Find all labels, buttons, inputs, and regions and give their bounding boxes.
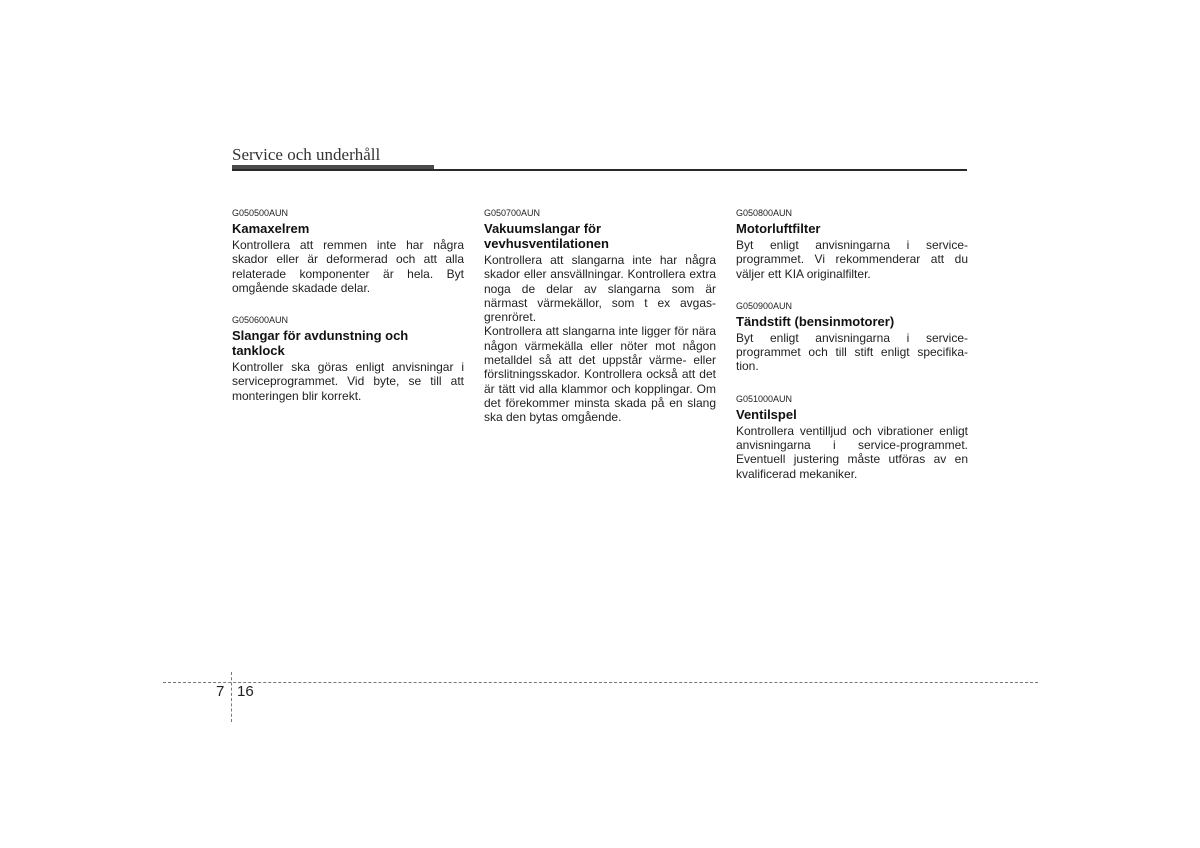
section-code: G050600AUN <box>232 315 289 326</box>
chapter-number: 7 <box>216 683 225 700</box>
section-vakuumslangar <box>484 207 716 425</box>
section-body: Kontrollera ventilljud och vibrationer enligt anvisningarna i service-programmet. Eventuell justering måste utföras av en kvalificerad mekaniker. <box>736 423 968 481</box>
section-heading: Tändstift (bensinmotorer) <box>736 313 895 329</box>
section-code: G051000AUN <box>736 393 793 404</box>
section-body: Kontroller ska göras enligt anvisningar i serviceprogrammet. Vid byte, se till att monteringen blir korrekt. <box>232 360 464 403</box>
section-body-continued: Kontrollera att slangarna inte ligger för nära någon värmekälla eller nöter mot någon metalldel så att det uppstår värme- eller förslitningsskador. Kontrollera också att det är tätt vid alla klammor och kopplingar. Om det förekommer minsta skada på en slang ska den bytas omgående. <box>484 324 716 425</box>
column-1 <box>232 207 464 403</box>
section-heading: Ventilspel <box>736 406 797 422</box>
section-heading: Kamaxelrem <box>232 221 310 236</box>
footer-rule <box>163 682 1038 683</box>
section-body: Byt enligt anvisningarna i service-programmet och till stift enligt specifika-tion. <box>736 330 968 374</box>
section-tandstift <box>736 300 968 374</box>
section-ventilspel <box>736 393 968 481</box>
column-2 <box>484 207 716 425</box>
page-number: 16 <box>237 683 254 700</box>
section-slangar-avdunstning <box>232 314 464 403</box>
page-header-title: Service och underhåll <box>232 145 381 164</box>
section-kamaxelrem <box>232 207 464 295</box>
section-heading: Motorluftfilter <box>736 221 821 236</box>
section-body: Kontrollera att remmen inte har några skador eller är deformerad och att alla relaterade komponenter är hela. Byt omgående skadade delar. <box>232 238 464 295</box>
section-code: G050800AUN <box>736 208 793 218</box>
section-body: Kontrollera att slangarna inte har några skador eller ansvällningar. Kontrollera extra noga de delar av slangarna som är närmast värmekällor, som t ex avgas-grenröret. <box>484 253 716 325</box>
footer-divider <box>231 672 232 722</box>
section-code: G050500AUN <box>232 208 289 218</box>
column-3 <box>736 207 968 481</box>
section-heading: Slangar för avdunstning och tanklock <box>232 328 409 359</box>
section-heading: Vakuumslangar för vevhusventilationen <box>484 221 609 251</box>
section-motorluftfilter <box>736 207 968 281</box>
section-body: Byt enligt anvisningarna i service-programmet. Vi rekommenderar att du väljer ett KIA originalfilter. <box>736 238 968 281</box>
header-rule <box>232 169 967 171</box>
section-code: G050700AUN <box>484 208 541 218</box>
section-code: G050900AUN <box>736 300 793 311</box>
